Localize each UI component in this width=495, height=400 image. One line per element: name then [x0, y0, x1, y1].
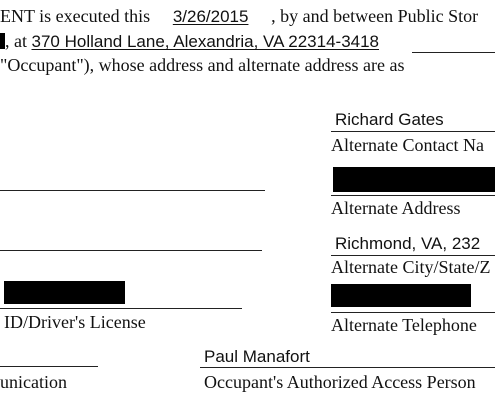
authorized-access-person-label: Occupant's Authorized Access Person	[204, 372, 476, 392]
alternate-city-value: Richmond, VA, 232	[335, 234, 481, 253]
communication-label: unication	[0, 372, 67, 392]
agreement-line-3: "Occupant"), whose address and alternate address are as	[0, 55, 405, 75]
address-underline-extension	[412, 52, 495, 53]
alternate-contact-name-label: Alternate Contact Na	[331, 135, 484, 155]
id-drivers-license-label: ID/Driver's License	[4, 312, 146, 332]
alternate-telephone-label: Alternate Telephone	[331, 315, 477, 335]
agreement-line-1	[0, 6, 478, 27]
alternate-telephone-underline	[331, 312, 495, 313]
authorized-access-underline	[200, 367, 495, 368]
blank-field-line-1	[0, 190, 265, 191]
alternate-city-label: Alternate City/State/Z	[331, 257, 491, 277]
alternate-city-underline	[331, 255, 495, 256]
redacted-id-number	[4, 281, 125, 304]
agreement-parties-text: , by and between Public Stor	[271, 6, 479, 26]
redacted-alternate-telephone	[331, 284, 471, 307]
agreement-line-2	[0, 31, 379, 52]
id-license-underline	[0, 308, 242, 309]
agreement-intro-text: ENT is executed this	[0, 6, 151, 26]
authorized-access-person-value: Paul Manafort	[204, 347, 310, 366]
contact-name-underline	[331, 131, 495, 132]
location-prefix: , at	[5, 31, 27, 51]
facility-address: 370 Holland Lane, Alexandria, VA 22314-3418	[31, 32, 380, 51]
redacted-alternate-address	[333, 167, 495, 192]
alternate-address-label: Alternate Address	[331, 198, 461, 218]
alternate-contact-name-value: Richard Gates	[335, 110, 444, 129]
communication-underline	[0, 366, 98, 367]
blank-field-line-2	[0, 250, 262, 251]
alternate-address-underline	[331, 195, 495, 196]
execution-date: 3/26/2015	[172, 7, 249, 26]
